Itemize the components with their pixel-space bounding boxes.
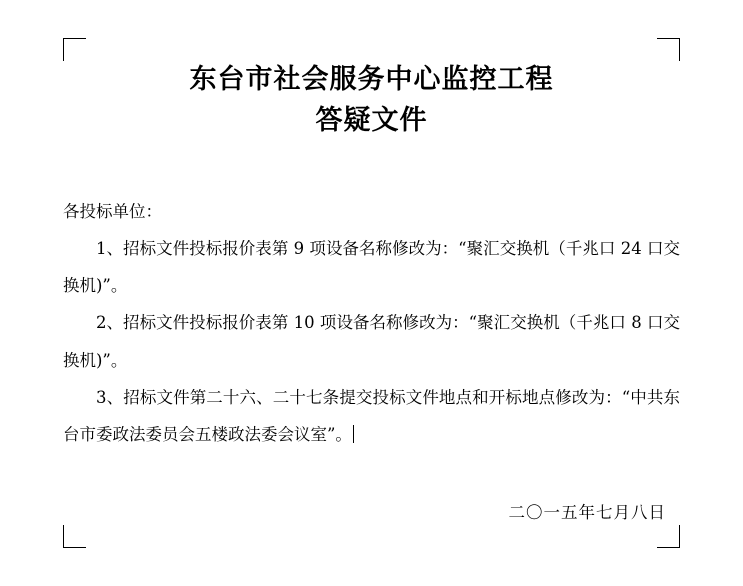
paragraph-1: 1、招标文件投标报价表第 9 项设备名称修改为：“聚汇交换机（千兆口 24 口交换机)”。 [63,239,680,296]
salutation: 各投标单位： [63,202,162,221]
title-line-1: 东台市社会服务中心监控工程 [189,64,554,95]
paragraph-3 [63,379,680,453]
paragraph-3-text: 3、招标文件第二十六、二十七条提交投标文件地点和开标地点修改为：“中共东台市委政法委员会五楼政法委会议室”。 [63,387,680,444]
document-title [63,60,680,141]
document-body [63,193,680,453]
document-date: 二〇一五年七月八日 [508,502,666,522]
document-content [63,38,680,548]
text-cursor [353,425,354,443]
title-line-2: 答疑文件 [315,104,428,136]
paragraph-2: 2、招标文件投标报价表第 10 项设备名称修改为：“聚汇交换机（千兆口 8 口交换机)”。 [63,313,680,370]
